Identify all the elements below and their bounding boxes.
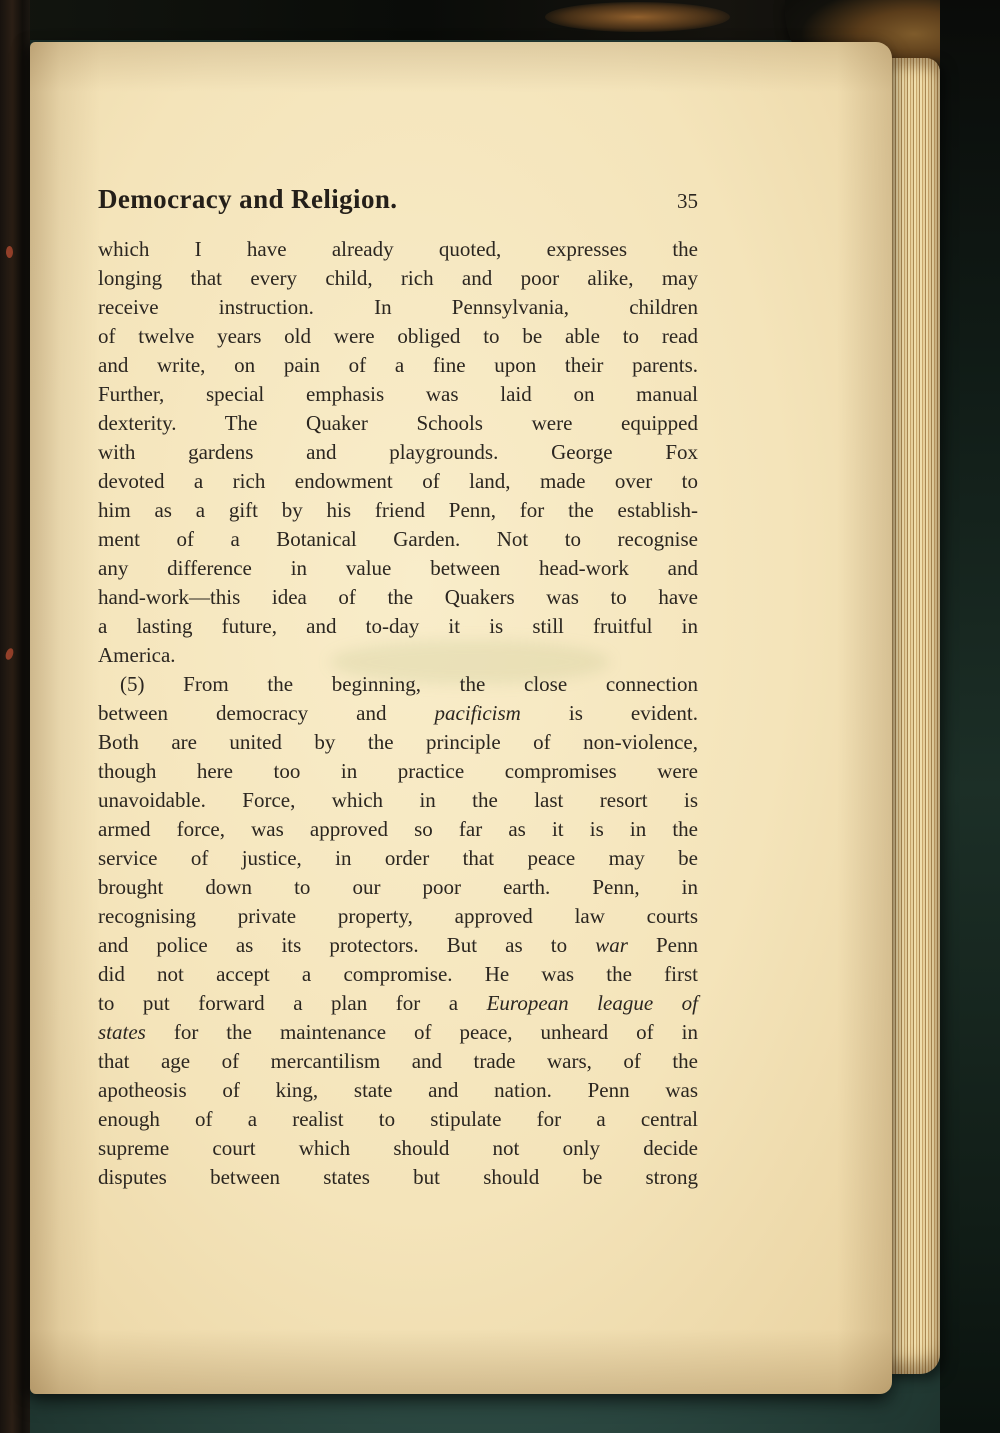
text-line: Further, special emphasis was laid on manual <box>98 382 698 406</box>
text-line: between democracy and pacificism is evident. <box>98 701 698 725</box>
text-line: America. <box>98 643 176 667</box>
page-number: 35 <box>677 189 698 213</box>
page-header <box>98 184 698 215</box>
text-line: any difference in value between head-work and <box>98 556 698 580</box>
text-line: which I have already quoted, expresses the <box>98 237 698 261</box>
text-line: apotheosis of king, state and nation. Penn was <box>98 1078 698 1102</box>
text-line: and police as its protectors. But as to war Penn <box>98 933 698 957</box>
text-line: states for the maintenance of peace, unheard of in <box>98 1020 698 1044</box>
text-line: that age of mercantilism and trade wars, of the <box>98 1049 698 1073</box>
text-line: recognising private property, approved law courts <box>98 904 698 928</box>
text-line: Both are united by the principle of non-violence, <box>98 730 698 754</box>
text-line: a lasting future, and to-day it is still fruitful in <box>98 614 698 638</box>
italic-text: European league of <box>486 991 698 1015</box>
italic-text: war <box>595 933 628 957</box>
text-line: devoted a rich endowment of land, made over to <box>98 469 698 493</box>
text-line: disputes between states but should be strong <box>98 1165 698 1189</box>
book-cover-right <box>940 0 1000 1433</box>
text-line: and write, on pain of a fine upon their parents. <box>98 353 698 377</box>
text-line: unavoidable. Force, which in the last resort is <box>98 788 698 812</box>
page-edge-stack <box>884 58 940 1374</box>
text-line: longing that every child, rich and poor alike, may <box>98 266 698 290</box>
text-line: enough of a realist to stipulate for a central <box>98 1107 698 1131</box>
text-line: though here too in practice compromises were <box>98 759 698 783</box>
text-line: supreme court which should not only decide <box>98 1136 698 1160</box>
text-line: brought down to our poor earth. Penn, in <box>98 875 698 899</box>
text-line: of twelve years old were obliged to be able to read <box>98 324 698 348</box>
book-page <box>30 42 892 1394</box>
text-line: hand-work—this idea of the Quakers was to have <box>98 585 698 609</box>
text-line: with gardens and playgrounds. George Fox <box>98 440 698 464</box>
body-text <box>98 235 698 1192</box>
leather-speck <box>6 246 13 258</box>
italic-text: pacificism <box>434 701 521 725</box>
leather-worn-patch <box>545 2 730 32</box>
text-line: to put forward a plan for a European league of <box>98 991 698 1015</box>
page-content <box>98 184 698 1192</box>
book-spine-edge <box>0 0 30 1433</box>
text-line: dexterity. The Quaker Schools were equipped <box>98 411 698 435</box>
text-line: him as a gift by his friend Penn, for the establish- <box>98 498 698 522</box>
text-line: armed force, was approved so far as it is in the <box>98 817 698 841</box>
text-line: did not accept a compromise. He was the first <box>98 962 698 986</box>
italic-text: states <box>98 1020 146 1044</box>
text-line: ment of a Botanical Garden. Not to recognise <box>98 527 698 551</box>
text-line: (5) From the beginning, the close connection <box>120 672 698 696</box>
text-line: receive instruction. In Pennsylvania, children <box>98 295 698 319</box>
running-title: Democracy and Religion. <box>98 184 398 214</box>
text-line: service of justice, in order that peace may be <box>98 846 698 870</box>
